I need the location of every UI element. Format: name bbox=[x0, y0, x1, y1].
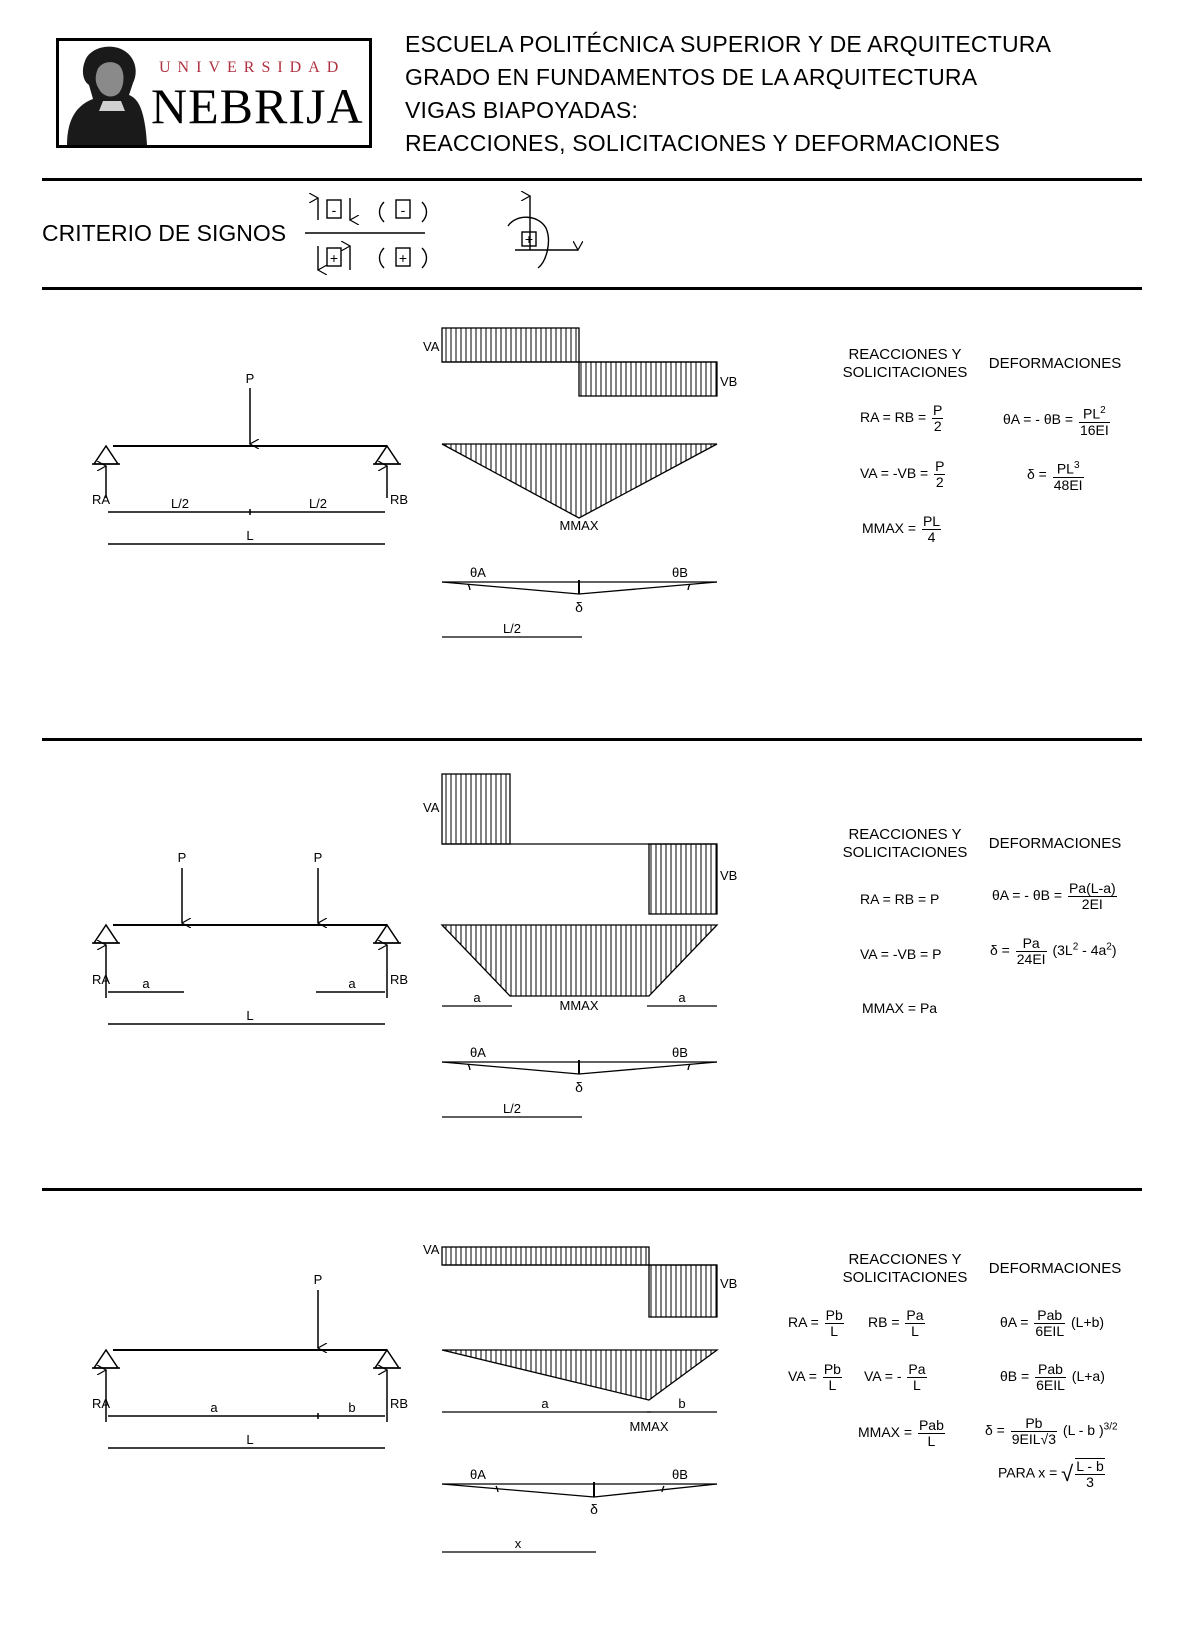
reaction-a-label: RA bbox=[92, 492, 111, 507]
moment-max-label: MMAX bbox=[629, 1419, 669, 1434]
reaction-b-label: RB bbox=[390, 1396, 409, 1411]
header-line2: GRADO EN FUNDAMENTOS DE LA ARQUITECTURA bbox=[405, 64, 978, 90]
span-label: a bbox=[348, 976, 356, 991]
deflection-label: δ bbox=[575, 599, 583, 615]
deflection-label: δ bbox=[590, 1501, 598, 1517]
span-label: L bbox=[246, 528, 254, 543]
formula-mmax: MMAX = $\frac{PL}{4}$ bbox=[862, 513, 941, 545]
deformations-header: DEFORMACIONES bbox=[988, 835, 1122, 852]
case1-beam bbox=[92, 388, 401, 544]
formula-delta: δ = $\frac{Pa}{24EI}$ $(3L^2 - 4a^2)$ bbox=[990, 935, 1117, 967]
span-label: a bbox=[142, 976, 150, 991]
shear-a-label: VA bbox=[423, 339, 440, 354]
shear-a-label: VA bbox=[423, 800, 440, 815]
sign-criteria-symbols bbox=[305, 196, 578, 270]
case3-beam bbox=[92, 1290, 401, 1448]
formula-delta: δ = $\frac{PL^3}{48EI}$ bbox=[1027, 460, 1083, 493]
header-line3: VIGAS BIAPOYADAS: bbox=[405, 97, 639, 123]
deflection-label: δ bbox=[575, 1079, 583, 1095]
shear-b-label: VB bbox=[720, 374, 738, 389]
span-label: b bbox=[678, 1396, 686, 1411]
case2-beam bbox=[92, 868, 401, 1024]
rotation-b-label: θB bbox=[672, 1045, 688, 1060]
span-label: a bbox=[473, 990, 481, 1005]
formula-mmax: MMAX = Pa bbox=[862, 1000, 938, 1016]
case2-moment-diagram bbox=[442, 925, 717, 1006]
rotation-a-label: θA bbox=[470, 565, 486, 580]
header-line1: ESCUELA POLITÉCNICA SUPERIOR Y DE ARQUITECTURA bbox=[405, 31, 1052, 57]
span-label: a bbox=[678, 990, 686, 1005]
formula-ra: RA = $\frac{Pb}{L}$ bbox=[788, 1307, 843, 1339]
case3-deflection-diagram bbox=[442, 1482, 717, 1552]
case1-shear-diagram bbox=[442, 328, 717, 396]
load-label: P bbox=[313, 850, 323, 865]
formula-delta: δ = $\frac{Pb}{\text{9EIL√3}}$ (L - b )$^{3/2}$ bbox=[985, 1415, 1118, 1447]
load-label: P bbox=[313, 1272, 323, 1287]
rotation-b-label: θB bbox=[672, 565, 688, 580]
formula-theta-b: θB = $\frac{\text{Pab}}{\text{6EIL}}$ (L+a) bbox=[1000, 1361, 1105, 1393]
logo-line2: NEBRIJA bbox=[151, 78, 364, 134]
rotation-a-label: θA bbox=[470, 1045, 486, 1060]
rotation-b-label: θB bbox=[672, 1467, 688, 1482]
reactions-header: REACCIONES Y SOLICITACIONES bbox=[842, 346, 968, 381]
span-label: b bbox=[348, 1400, 356, 1415]
formula-theta-a: θA = $\frac{\text{Pab}}{\text{6EIL}}$ (L+b) bbox=[1000, 1307, 1105, 1339]
formula-rb: RB = $\frac{Pa}{L}$ bbox=[868, 1307, 924, 1339]
span-label: a bbox=[210, 1400, 218, 1415]
formula-para-x: PARA x = √ $\frac{L - b}{3}$ bbox=[998, 1458, 1104, 1490]
formula-va-vb: VA = -VB = P bbox=[860, 946, 942, 962]
load-label: P bbox=[177, 850, 187, 865]
formula-theta: θA = - θB = $\frac{Pa(L-a)}{2EI}$ bbox=[992, 880, 1116, 912]
logo-line1: UNIVERSIDAD bbox=[159, 59, 346, 76]
sign-plus: + bbox=[398, 250, 408, 266]
span-label: L/2 bbox=[502, 621, 522, 636]
sign-plus: + bbox=[524, 231, 534, 247]
formula-vb: VA = - $\frac{Pa}{L}$ bbox=[864, 1361, 926, 1393]
formula-va-vb: VA = -VB = $\frac{P}{2}$ bbox=[860, 458, 945, 490]
sign-minus: - bbox=[400, 202, 406, 218]
formula-ra-rb: RA = RB = P bbox=[860, 891, 940, 907]
sign-minus: - bbox=[331, 202, 337, 218]
reaction-b-label: RB bbox=[390, 492, 409, 507]
header-line4: REACCIONES, SOLICITACIONES Y DEFORMACIONES bbox=[405, 130, 1001, 156]
shear-a-label: VA bbox=[423, 1242, 440, 1257]
shear-b-label: VB bbox=[720, 868, 738, 883]
span-label: L/2 bbox=[308, 496, 328, 511]
formula-ra-rb: RA = RB = $\frac{P}{2}$ bbox=[860, 402, 943, 434]
formula-mmax: MMAX = $\frac{\text{Pab}}{L}$ bbox=[858, 1417, 944, 1449]
sign-criteria-title: CRITERIO DE SIGNOS bbox=[42, 220, 287, 246]
reaction-a-label: RA bbox=[92, 972, 111, 987]
rotation-a-label: θA bbox=[470, 1467, 486, 1482]
span-label: a bbox=[541, 1396, 549, 1411]
reaction-a-label: RA bbox=[92, 1396, 111, 1411]
span-label: L/2 bbox=[502, 1101, 522, 1116]
case1-moment-diagram bbox=[442, 444, 717, 518]
deformations-header: DEFORMACIONES bbox=[988, 1260, 1122, 1277]
deformations-header: DEFORMACIONES bbox=[988, 355, 1122, 372]
reactions-header: REACCIONES Y SOLICITACIONES bbox=[842, 1251, 968, 1286]
sign-plus: + bbox=[329, 250, 339, 266]
reaction-b-label: RB bbox=[390, 972, 409, 987]
span-label: L bbox=[246, 1432, 254, 1447]
moment-max-label: MMAX bbox=[559, 518, 599, 533]
case2-shear-diagram bbox=[442, 774, 717, 914]
formula-va: VA = $\frac{Pb}{L}$ bbox=[788, 1361, 841, 1393]
reactions-header: REACCIONES Y SOLICITACIONES bbox=[842, 826, 968, 861]
case3-shear-diagram bbox=[442, 1247, 717, 1317]
span-label: L/2 bbox=[170, 496, 190, 511]
shear-b-label: VB bbox=[720, 1276, 738, 1291]
load-label: P bbox=[245, 371, 255, 386]
formula-theta: θA = - θB = $\frac{PL^2}{16EI}$ bbox=[1003, 405, 1109, 438]
span-label: L bbox=[246, 1008, 254, 1023]
case3-moment-diagram bbox=[442, 1350, 717, 1412]
span-label: x bbox=[514, 1536, 522, 1551]
moment-max-label: MMAX bbox=[559, 998, 599, 1013]
